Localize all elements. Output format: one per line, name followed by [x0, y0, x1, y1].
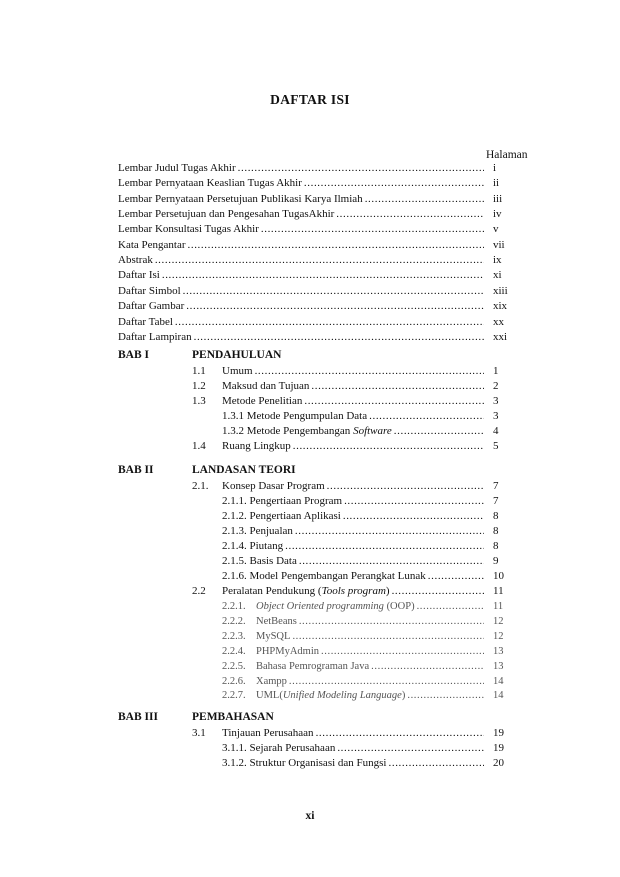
toc-entry [222, 524, 486, 539]
page-number: 11 [493, 585, 504, 597]
page-number: 9 [493, 555, 499, 567]
section-number: 2.2.2. [222, 615, 246, 627]
page-number: 10 [493, 570, 504, 582]
section-number: 2.2.3. [222, 630, 246, 642]
page-number: 11 [493, 601, 504, 612]
section-number: 2.2.4. [222, 645, 246, 657]
section-number: 1.2 [192, 380, 206, 392]
toc-entry [118, 192, 486, 207]
entry-label: Lembar Pernyataan Persetujuan Publikasi Karya Ilmiah [118, 192, 363, 205]
toc-entry [118, 330, 486, 345]
dot-leader [188, 238, 485, 253]
toc-entry [118, 222, 486, 237]
entry-label: 1.3.2 Metode Pengembangan Software [222, 425, 392, 437]
entry-label: Metode Penelitian [222, 395, 303, 407]
page-number: 14 [493, 690, 504, 702]
toc-entry [222, 539, 486, 554]
toc-entry [118, 268, 486, 283]
page-title: DAFTAR ISI [270, 92, 350, 107]
dot-leader [389, 756, 485, 771]
section-number: 1.4 [192, 440, 206, 452]
page-number: 13 [493, 645, 504, 657]
dot-leader [371, 659, 484, 674]
section-number: 2.2 [192, 585, 206, 597]
toc-entry [222, 409, 486, 424]
page-number: xiii [493, 284, 508, 297]
entry-label: 2.1.5. Basis Data [222, 555, 297, 567]
dot-leader [155, 253, 484, 268]
toc-entry [118, 284, 486, 299]
section-number: 2.2.7. [222, 690, 246, 702]
dot-leader [292, 629, 484, 644]
entry-label: Daftar Isi [118, 269, 160, 282]
section-number: 3.1 [192, 727, 206, 739]
page-number: 19 [493, 742, 504, 754]
page-number: vii [493, 238, 505, 251]
toc-entry [256, 629, 486, 644]
halaman-label: Halaman [486, 149, 528, 161]
page-number: iii [493, 192, 503, 205]
entry-label: 2.1.1. Pengertiaan Program [222, 495, 343, 507]
section-number: 2.2.1. [222, 601, 246, 612]
dot-leader [299, 614, 484, 629]
entry-label: Daftar Gambar [118, 300, 185, 313]
page-number: 7 [493, 480, 499, 492]
dot-leader [289, 674, 484, 689]
page-number: 12 [493, 615, 504, 627]
section-number: 1.1 [192, 365, 206, 377]
dot-leader [304, 394, 484, 409]
entry-label: Konsep Dasar Program [222, 480, 325, 492]
bab2-code: BAB II [118, 464, 154, 476]
entry-label: 1.3.1 Metode Pengumpulan Data [222, 410, 368, 422]
dot-leader [392, 584, 484, 599]
toc-entry [222, 509, 486, 524]
entry-label: Tinjauan Perusahaan [222, 727, 314, 739]
dot-leader [407, 688, 484, 703]
toc-entry [256, 644, 486, 659]
dot-leader [394, 424, 484, 439]
entry-label: Lembar Persetujuan dan Pengesahan TugasAkhir [118, 208, 335, 221]
entry-label: Daftar Lampiran [118, 330, 192, 343]
dot-leader [365, 192, 484, 207]
entry-label: Ruang Lingkup [222, 440, 291, 452]
page-number: 19 [493, 727, 504, 739]
section-number: 2.2.6. [222, 675, 246, 687]
toc-entry [118, 176, 486, 191]
entry-label: 2.1.6. Model Pengembangan Perangkat Lunak [222, 570, 426, 582]
dot-leader [327, 479, 484, 494]
section-number: 2.1. [192, 480, 209, 492]
entry-label: Xampp [256, 675, 287, 687]
dot-leader [304, 176, 484, 191]
toc-entry [118, 238, 486, 253]
page-number: 5 [493, 440, 499, 452]
toc-entry [256, 599, 486, 614]
entry-label: Lembar Konsultasi Tugas Akhir [118, 223, 259, 236]
page-number: 8 [493, 540, 499, 552]
entry-label: 2.1.4. Piutang [222, 540, 284, 552]
entry-label: Bahasa Pemrograman Java [256, 660, 370, 672]
toc-entry [222, 554, 486, 569]
bab3-code: BAB III [118, 711, 158, 723]
toc-entry [256, 688, 486, 703]
toc-entry [256, 674, 486, 689]
entry-label: Maksud dan Tujuan [222, 380, 310, 392]
bab1-code: BAB I [118, 349, 149, 361]
dot-leader [337, 741, 484, 756]
page-number: xix [493, 300, 508, 313]
dot-leader [261, 222, 484, 237]
page-number: 13 [493, 660, 504, 672]
page-number: 8 [493, 525, 499, 537]
toc-entry [222, 439, 486, 454]
page-number: xi [493, 269, 502, 282]
toc-entry [118, 161, 486, 176]
entry-label: NetBeans [256, 615, 297, 627]
dot-leader [369, 409, 484, 424]
toc-entry [256, 659, 486, 674]
toc-entry [118, 299, 486, 314]
dot-leader [316, 726, 484, 741]
footer-page-number: xi [305, 810, 315, 822]
entry-label: 2.1.3. Penjualan [222, 525, 293, 537]
entry-label: MySQL [256, 630, 291, 642]
toc-entry [222, 756, 486, 771]
dot-leader [285, 539, 484, 554]
dot-leader [428, 569, 484, 584]
page-number: 12 [493, 630, 504, 642]
dot-leader [295, 524, 484, 539]
page-number: xxi [493, 330, 508, 343]
page-number: 3 [493, 395, 499, 407]
entry-label: 3.1.1. Sejarah Perusahaan [222, 742, 336, 754]
dot-leader [175, 315, 484, 330]
toc-entry [222, 494, 486, 509]
entry-label: Daftar Tabel [118, 315, 173, 328]
dot-leader [162, 268, 484, 283]
dot-leader [344, 494, 484, 509]
page-number: ix [493, 254, 502, 267]
section-number: 2.2.5. [222, 660, 246, 672]
entry-label: Abstrak [118, 254, 153, 267]
toc-entry [118, 207, 486, 222]
page-number: 7 [493, 495, 499, 507]
dot-leader [238, 161, 484, 176]
toc-entry [118, 253, 486, 268]
toc-entry [222, 584, 486, 599]
section-number: 1.3 [192, 395, 206, 407]
page-number: 14 [493, 675, 504, 687]
toc-entry [256, 614, 486, 629]
page-number: 8 [493, 510, 499, 522]
dot-leader [293, 439, 484, 454]
entry-label: Object Oriented programming (OOP) [256, 601, 415, 612]
toc-entry [222, 479, 486, 494]
dot-leader [194, 330, 484, 345]
bab3-title: PEMBAHASAN [192, 711, 274, 723]
page-number: 20 [493, 757, 504, 769]
page-number: ii [493, 177, 500, 190]
toc-entry [222, 726, 486, 741]
entry-label: Daftar Simbol [118, 284, 181, 297]
page-number: 3 [493, 410, 499, 422]
entry-label: 2.1.2. Pengertiaan Aplikasi [222, 510, 341, 522]
dot-leader [321, 644, 484, 659]
dot-leader [299, 554, 484, 569]
entry-label: Umum [222, 365, 253, 377]
dot-leader [183, 284, 484, 299]
dot-leader [336, 207, 484, 222]
page-number: xx [493, 315, 504, 328]
toc-entry [118, 315, 486, 330]
bab1-title: PENDAHULUAN [192, 349, 282, 361]
toc-entry [222, 424, 486, 439]
entry-label: Kata Pengantar [118, 238, 186, 251]
dot-leader [417, 599, 484, 614]
toc-entry [222, 741, 486, 756]
entry-label: Lembar Judul Tugas Akhir [118, 162, 236, 174]
page-number: 2 [493, 380, 499, 392]
toc-entry [222, 364, 486, 379]
entry-label: Peralatan Pendukung (Tools program) [222, 585, 390, 597]
bab2-title: LANDASAN TEORI [192, 464, 296, 476]
toc-entry [222, 394, 486, 409]
page-number: iv [493, 208, 502, 221]
dot-leader [186, 299, 484, 314]
page-number: v [493, 223, 499, 236]
toc-entry [222, 379, 486, 394]
entry-label: PHPMyAdmin [256, 645, 320, 657]
page-number: 1 [493, 365, 499, 377]
page-number: 4 [493, 425, 499, 437]
dot-leader [311, 379, 484, 394]
dot-leader [343, 509, 484, 524]
page-number: i [493, 162, 497, 174]
entry-label: Lembar Pernyataan Keaslian Tugas Akhir [118, 177, 302, 190]
entry-label: UML(Unified Modeling Language) [256, 690, 406, 702]
entry-label: 3.1.2. Struktur Organisasi dan Fungsi [222, 757, 387, 769]
toc-entry [222, 569, 486, 584]
dot-leader [255, 364, 484, 379]
